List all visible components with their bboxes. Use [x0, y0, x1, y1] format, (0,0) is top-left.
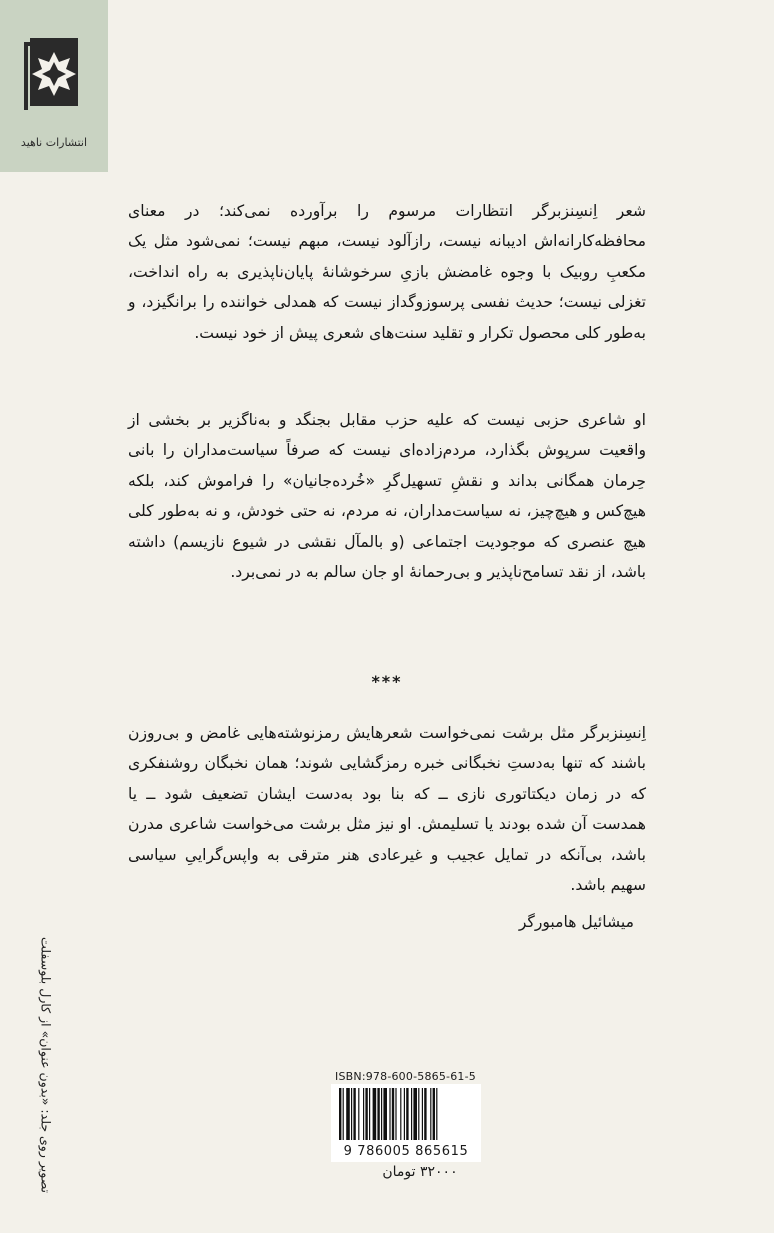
cover-image-credit	[38, 936, 54, 1194]
paragraph-2	[128, 405, 646, 587]
paragraph-3	[128, 718, 646, 900]
paragraph-1-text: شعر اِنسِنزبرگر انتظارات مرسوم را برآورده نمی‌کند؛ در معنای محافظه‌کارانه‌اش ادیبانه نیست، رازآلود نیست، مبهم نیست؛ نمی‌شود مثل یک مکعبِ روبیک با وجوه غامضش بازیِ سرخوشانهٔ پایان‌ناپذیری به راه انداخت، تغزلی نیست؛ حدیث نفسی پرسوزوگداز نیست که همدلی خواننده را برانگیزد، و به‌طور کلی محصول تکرار و تقلید سنت‌های شعری پیش از خود نیست.	[128, 202, 646, 342]
author-signature: میشائیل هامبورگر	[518, 913, 634, 931]
paragraph-2-text: او شاعری حزبی نیست که علیه حزب مقابل بجنگد و به‌ناگزیر بر بخشی از واقعیت سرپوش بگذارد، مردم‌زاده‌ای نیست که صرفاً سیاست‌مداران را بانی حِرمان همگانی بداند و نقشِ تسهیل‌گرِ «خُرده‌جانیان» را فراموش کند، بلکه هیچ‌کس و هیچ‌چیز، نه سیاست‌مداران، نه مردم، نه حتی خودش، و نه به‌طور کلی هیچ عنصری که موجودیت اجتماعی (و بالمآل نقشی در شیوع نازیسم) داشته باشد، از نقد تسامح‌ناپذیر و بی‌رحمانهٔ او جان سالم به در نمی‌برد.	[128, 411, 646, 582]
price-label: ۳۲۰۰۰ تومان	[382, 1164, 458, 1180]
cover-image-credit-text: تصویر روی جلد: «بدون عنوان» از کارل بلوسفلت	[38, 936, 54, 1194]
isbn-label: ISBN:978-600-5865-61-5	[335, 1070, 476, 1083]
section-separator: ***	[371, 672, 403, 691]
barcode-digits: 9 786005 865615	[343, 1144, 469, 1159]
paragraph-1	[128, 196, 646, 348]
publisher-star-logo-icon	[20, 36, 88, 118]
barcode	[331, 1084, 481, 1162]
publisher-name: انتشارات ناهید	[20, 136, 88, 149]
paragraph-3-text: اِنسِنزبرگر مثل برشت نمی‌خواست شعرهایش رمزنوشته‌هایی غامض و بی‌روزن باشند که تنها به‌دستِ نخبگانی خبره رمزگشایی شوند؛ همان نخبگان روشنفکری که در زمان دیکتاتوری نازی ــ که بنا بود به‌دست ایشان تضعیف شود ــ یا همدست آن شده بودند یا تسلیمش. او نیز مثل برشت می‌خواست شاعری مدرن باشد، بی‌آنکه در تمایل عجیب و غیرعادی هنر مترقی به واپس‌گراییِ سیاسی سهیم باشد.	[128, 724, 646, 895]
publisher-logo-box	[0, 0, 108, 172]
barcode-icon	[335, 1088, 477, 1144]
